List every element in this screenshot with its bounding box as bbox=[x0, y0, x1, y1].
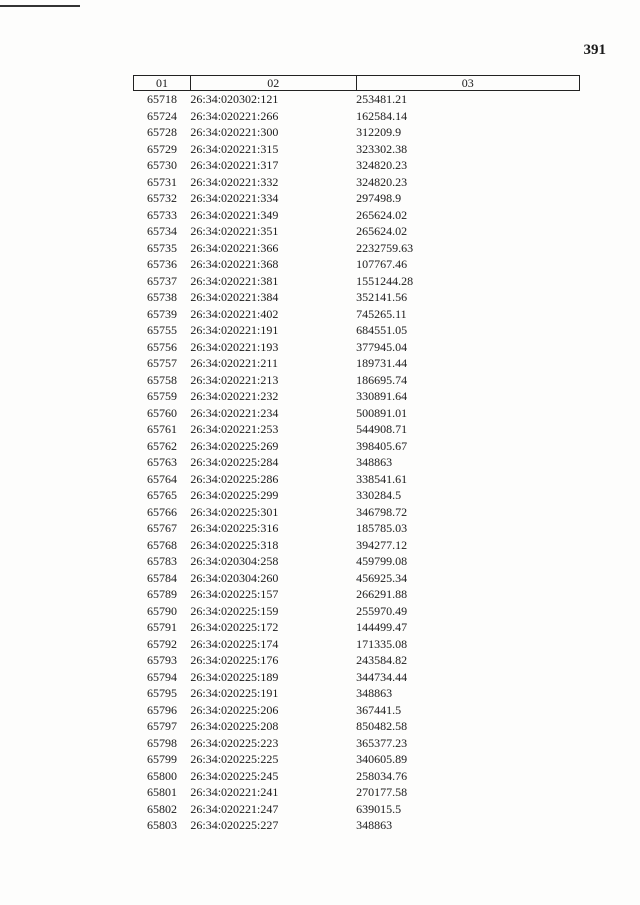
scan-corner-mark bbox=[0, 5, 80, 7]
row-id-cell: 65795 bbox=[146, 686, 177, 700]
value-cell: 348863 bbox=[356, 686, 393, 700]
row-id-cell: 65755 bbox=[146, 323, 177, 337]
row-id-cell: 65796 bbox=[146, 702, 177, 717]
value-cell: 255970.49 bbox=[356, 603, 408, 618]
value-cell: 394277.12 bbox=[356, 537, 408, 552]
column-header-03: 03 bbox=[356, 76, 579, 91]
value-cell: 500891.01 bbox=[356, 405, 408, 420]
row-id-cell: 65794 bbox=[146, 669, 177, 684]
cadastral-number-cell: 26:34:020221:381 bbox=[190, 273, 279, 288]
value-cell: 186695.74 bbox=[356, 372, 408, 387]
cadastral-number-cell: 26:34:020225:157 bbox=[190, 587, 279, 601]
value-cell: 265624.02 bbox=[356, 224, 408, 238]
row-id-cell: 65763 bbox=[146, 455, 177, 469]
row-id-cell: 65739 bbox=[146, 306, 177, 321]
page-number: 391 bbox=[583, 42, 606, 58]
table-row bbox=[134, 471, 580, 488]
row-id-cell: 65798 bbox=[146, 735, 177, 750]
value-cell: 253481.21 bbox=[356, 92, 408, 106]
table-row bbox=[134, 256, 580, 273]
row-id-cell: 65790 bbox=[146, 603, 177, 618]
table-row bbox=[134, 801, 580, 818]
cadastral-number-cell: 26:34:020304:260 bbox=[190, 570, 279, 585]
row-id-cell: 65797 bbox=[146, 719, 177, 733]
value-cell: 297498.9 bbox=[356, 191, 402, 205]
value-cell: 189731.44 bbox=[356, 356, 408, 370]
row-id-cell: 65791 bbox=[146, 620, 177, 634]
row-id-cell: 65738 bbox=[146, 290, 177, 304]
row-id-cell: 65792 bbox=[146, 636, 177, 651]
table-row bbox=[134, 405, 580, 422]
row-id-cell: 65789 bbox=[146, 587, 177, 601]
row-id-cell: 65784 bbox=[146, 570, 177, 585]
cadastral-number-cell: 26:34:020221:266 bbox=[190, 108, 279, 123]
value-cell: 340605.89 bbox=[356, 752, 408, 766]
cadastral-number-cell: 26:34:020221:351 bbox=[190, 224, 279, 238]
table-row bbox=[134, 124, 580, 141]
value-cell: 365377.23 bbox=[356, 735, 408, 750]
value-cell: 684551.05 bbox=[356, 323, 408, 337]
value-cell: 324820.23 bbox=[356, 174, 408, 189]
value-cell: 270177.58 bbox=[356, 785, 408, 799]
table-row bbox=[134, 388, 580, 405]
row-id-cell: 65766 bbox=[146, 504, 177, 519]
value-cell: 352141.56 bbox=[356, 290, 408, 304]
cadastral-number-cell: 26:34:020225:318 bbox=[190, 537, 279, 552]
row-id-cell: 65731 bbox=[146, 174, 177, 189]
table-row bbox=[134, 718, 580, 735]
table-row bbox=[134, 735, 580, 752]
cadastral-number-cell: 26:34:020221:366 bbox=[190, 240, 279, 255]
table-row bbox=[134, 339, 580, 356]
value-cell: 459799.08 bbox=[356, 554, 408, 568]
cadastral-number-cell: 26:34:020225:208 bbox=[190, 719, 279, 733]
table-row bbox=[134, 619, 580, 636]
row-id-cell: 65724 bbox=[146, 108, 177, 123]
cadastral-number-cell: 26:34:020221:241 bbox=[190, 785, 279, 799]
table-row bbox=[134, 190, 580, 207]
row-id-cell: 65767 bbox=[146, 521, 177, 535]
table-row bbox=[134, 636, 580, 653]
value-cell: 398405.67 bbox=[356, 438, 408, 453]
row-id-cell: 65793 bbox=[146, 653, 177, 667]
cadastral-number-cell: 26:34:020225:301 bbox=[190, 504, 279, 519]
cadastral-number-cell: 26:34:020221:232 bbox=[190, 389, 279, 403]
table-row bbox=[134, 91, 580, 108]
row-id-cell: 65757 bbox=[146, 356, 177, 370]
table-row bbox=[134, 784, 580, 801]
row-id-cell: 65733 bbox=[146, 207, 177, 222]
cadastral-number-cell: 26:34:020225:245 bbox=[190, 768, 279, 783]
row-id-cell: 65728 bbox=[146, 125, 177, 139]
value-cell: 367441.5 bbox=[356, 702, 402, 717]
table-row bbox=[134, 355, 580, 372]
cadastral-number-cell: 26:34:020221:349 bbox=[190, 207, 279, 222]
cadastral-number-cell: 26:34:020221:247 bbox=[190, 801, 279, 816]
cadastral-number-cell: 26:34:020225:176 bbox=[190, 653, 279, 667]
column-header-01: 01 bbox=[134, 76, 191, 91]
row-id-cell: 65783 bbox=[146, 554, 177, 568]
cadastral-number-cell: 26:34:020221:213 bbox=[190, 372, 279, 387]
cadastral-number-cell: 26:34:020221:368 bbox=[190, 257, 279, 271]
row-id-cell: 65732 bbox=[146, 191, 177, 205]
cadastral-number-cell: 26:34:020225:189 bbox=[190, 669, 279, 684]
row-id-cell: 65718 bbox=[146, 92, 177, 106]
table-row bbox=[134, 322, 580, 339]
cadastral-number-cell: 26:34:020225:299 bbox=[190, 488, 279, 502]
row-id-cell: 65802 bbox=[146, 801, 177, 816]
table-row bbox=[134, 751, 580, 768]
value-cell: 338541.61 bbox=[356, 471, 408, 486]
cadastral-number-cell: 26:34:020225:225 bbox=[190, 752, 279, 766]
cadastral-number-cell: 26:34:020221:315 bbox=[190, 141, 279, 156]
value-cell: 266291.88 bbox=[356, 587, 408, 601]
value-cell: 324820.23 bbox=[356, 158, 408, 172]
table-row bbox=[134, 108, 580, 125]
value-cell: 456925.34 bbox=[356, 570, 408, 585]
cadastral-number-cell: 26:34:020225:223 bbox=[190, 735, 279, 750]
table-row bbox=[134, 454, 580, 471]
cadastral-number-cell: 26:34:020221:334 bbox=[190, 191, 279, 205]
header-row bbox=[134, 76, 580, 91]
table-row bbox=[134, 768, 580, 785]
table-row bbox=[134, 504, 580, 521]
value-cell: 639015.5 bbox=[356, 801, 402, 816]
cadastral-number-cell: 26:34:020225:159 bbox=[190, 603, 279, 618]
cadastral-number-cell: 26:34:020221:234 bbox=[190, 405, 279, 420]
cadastral-number-cell: 26:34:020225:227 bbox=[190, 818, 279, 832]
table-row bbox=[134, 586, 580, 603]
cadastral-number-cell: 26:34:020225:206 bbox=[190, 702, 279, 717]
row-id-cell: 65734 bbox=[146, 224, 177, 238]
row-id-cell: 65756 bbox=[146, 339, 177, 354]
value-cell: 312209.9 bbox=[356, 125, 402, 139]
data-table bbox=[133, 75, 580, 834]
row-id-cell: 65758 bbox=[146, 372, 177, 387]
value-cell: 1551244.28 bbox=[356, 273, 414, 288]
cadastral-number-cell: 26:34:020221:300 bbox=[190, 125, 279, 139]
cadastral-number-cell: 26:34:020302:121 bbox=[190, 92, 279, 106]
row-id-cell: 65760 bbox=[146, 405, 177, 420]
cadastral-number-cell: 26:34:020225:316 bbox=[190, 521, 279, 535]
value-cell: 243584.82 bbox=[356, 653, 408, 667]
table-row bbox=[134, 289, 580, 306]
cadastral-number-cell: 26:34:020304:258 bbox=[190, 554, 279, 568]
table-row bbox=[134, 306, 580, 323]
row-id-cell: 65799 bbox=[146, 752, 177, 766]
value-cell: 258034.76 bbox=[356, 768, 408, 783]
table-row bbox=[134, 207, 580, 224]
value-cell: 2232759.63 bbox=[356, 240, 414, 255]
row-id-cell: 65768 bbox=[146, 537, 177, 552]
cadastral-number-cell: 26:34:020225:172 bbox=[190, 620, 279, 634]
table-row bbox=[134, 273, 580, 290]
row-id-cell: 65730 bbox=[146, 158, 177, 172]
value-cell: 107767.46 bbox=[356, 257, 408, 271]
value-cell: 171335.08 bbox=[356, 636, 408, 651]
table-row bbox=[134, 570, 580, 587]
table-header bbox=[134, 76, 580, 91]
value-cell: 377945.04 bbox=[356, 339, 408, 354]
table-row bbox=[134, 669, 580, 686]
table-row bbox=[134, 240, 580, 257]
row-id-cell: 65800 bbox=[146, 768, 177, 783]
table-row bbox=[134, 685, 580, 702]
table-row bbox=[134, 817, 580, 834]
cadastral-number-cell: 26:34:020221:384 bbox=[190, 290, 279, 304]
cadastral-number-cell: 26:34:020225:269 bbox=[190, 438, 279, 453]
table-row bbox=[134, 603, 580, 620]
value-cell: 330891.64 bbox=[356, 389, 408, 403]
table-row bbox=[134, 652, 580, 669]
column-header-02: 02 bbox=[190, 76, 356, 91]
row-id-cell: 65735 bbox=[146, 240, 177, 255]
cadastral-number-cell: 26:34:020221:402 bbox=[190, 306, 279, 321]
value-cell: 850482.58 bbox=[356, 719, 408, 733]
table-row bbox=[134, 553, 580, 570]
value-cell: 346798.72 bbox=[356, 504, 408, 519]
value-cell: 162584.14 bbox=[356, 108, 408, 123]
cadastral-number-cell: 26:34:020221:317 bbox=[190, 158, 279, 172]
row-id-cell: 65736 bbox=[146, 257, 177, 271]
row-id-cell: 65737 bbox=[146, 273, 177, 288]
table-body bbox=[134, 91, 580, 834]
table-row bbox=[134, 372, 580, 389]
cadastral-number-cell: 26:34:020221:211 bbox=[190, 356, 278, 370]
cadastral-number-cell: 26:34:020225:174 bbox=[190, 636, 279, 651]
table-row bbox=[134, 438, 580, 455]
cadastral-number-cell: 26:34:020221:332 bbox=[190, 174, 279, 189]
cadastral-number-cell: 26:34:020221:193 bbox=[190, 339, 279, 354]
row-id-cell: 65764 bbox=[146, 471, 177, 486]
value-cell: 330284.5 bbox=[356, 488, 402, 502]
table-row bbox=[134, 157, 580, 174]
row-id-cell: 65762 bbox=[146, 438, 177, 453]
cadastral-number-cell: 26:34:020221:191 bbox=[190, 323, 279, 337]
value-cell: 745265.11 bbox=[356, 306, 407, 321]
table-row bbox=[134, 537, 580, 554]
cadastral-number-cell: 26:34:020225:284 bbox=[190, 455, 279, 469]
value-cell: 344734.44 bbox=[356, 669, 408, 684]
row-id-cell: 65803 bbox=[146, 818, 177, 832]
value-cell: 348863 bbox=[356, 818, 393, 832]
table-row bbox=[134, 487, 580, 504]
value-cell: 323302.38 bbox=[356, 141, 408, 156]
row-id-cell: 65765 bbox=[146, 488, 177, 502]
row-id-cell: 65729 bbox=[146, 141, 177, 156]
cadastral-number-cell: 26:34:020225:286 bbox=[190, 471, 279, 486]
value-cell: 348863 bbox=[356, 455, 393, 469]
value-cell: 265624.02 bbox=[356, 207, 408, 222]
row-id-cell: 65759 bbox=[146, 389, 177, 403]
value-cell: 544908.71 bbox=[356, 422, 408, 436]
cadastral-number-cell: 26:34:020221:253 bbox=[190, 422, 279, 436]
cadastral-number-cell: 26:34:020225:191 bbox=[190, 686, 279, 700]
table-row bbox=[134, 174, 580, 191]
row-id-cell: 65801 bbox=[146, 785, 177, 799]
row-id-cell: 65761 bbox=[146, 422, 177, 436]
table-row bbox=[134, 702, 580, 719]
table-row bbox=[134, 141, 580, 158]
table-row bbox=[134, 520, 580, 537]
table-row bbox=[134, 223, 580, 240]
value-cell: 144499.47 bbox=[356, 620, 408, 634]
value-cell: 185785.03 bbox=[356, 521, 408, 535]
table-row bbox=[134, 421, 580, 438]
